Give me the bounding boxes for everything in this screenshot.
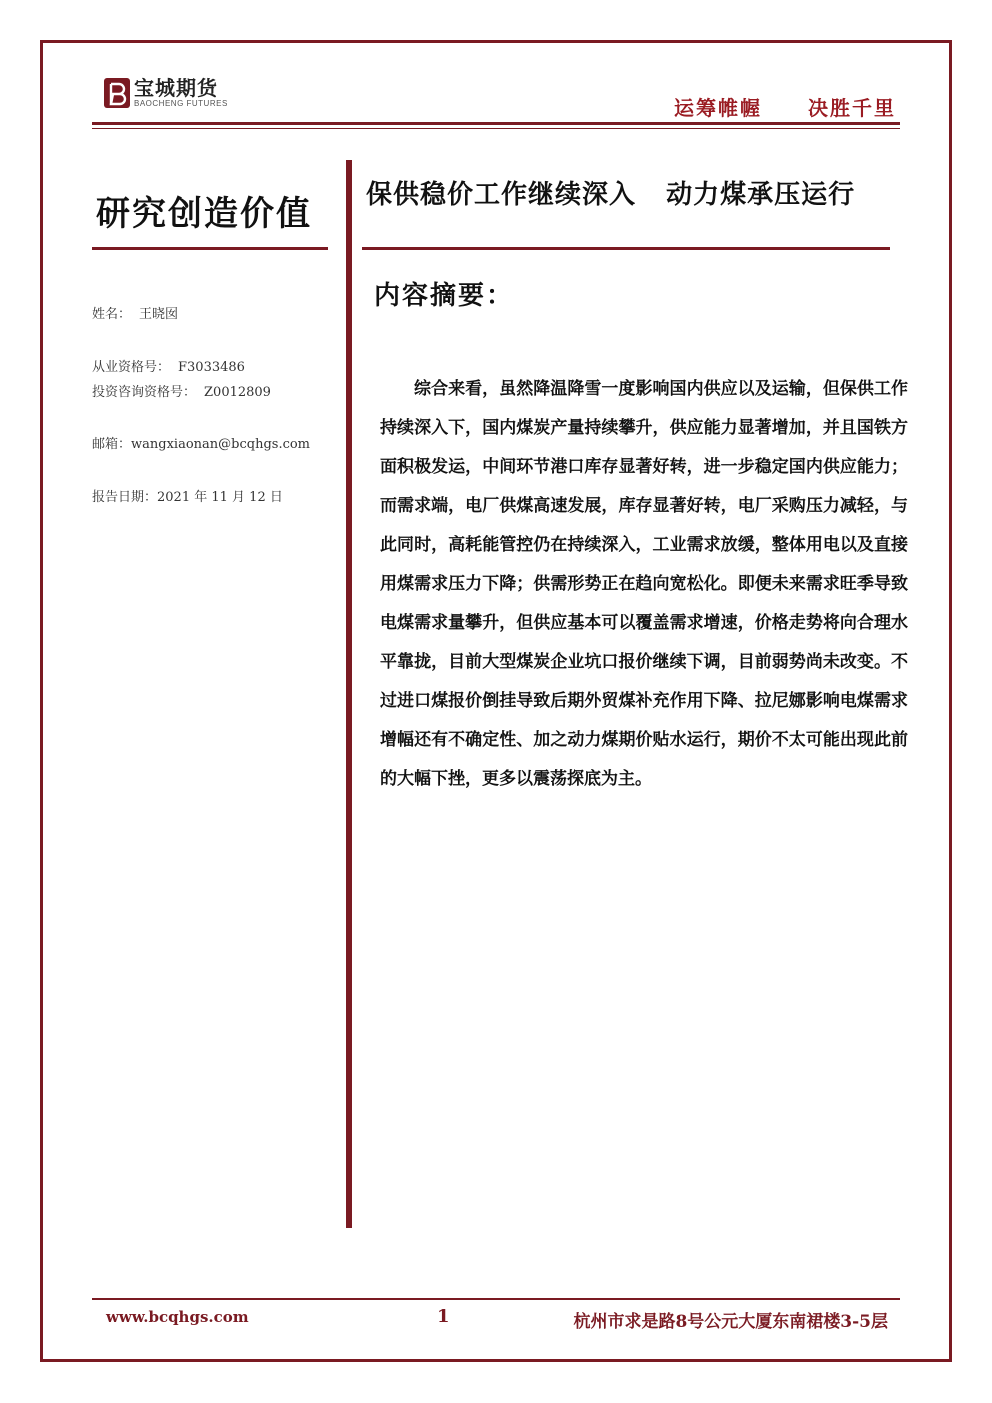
license-label: 从业资格号：: [92, 360, 171, 375]
report-title: 保供稳价工作继续深入 动力煤承压运行: [366, 180, 856, 210]
sidebar-title-rule: [92, 247, 328, 250]
report-title-rule: [362, 247, 890, 250]
author-email: [92, 433, 310, 452]
author-name-label: 姓名：: [92, 307, 132, 322]
report-date: [92, 486, 283, 505]
logo-chinese-name: 宝城期货: [134, 76, 218, 100]
column-divider: [346, 160, 352, 1228]
email-label: 邮箱：: [92, 437, 132, 452]
header-rule: [92, 122, 900, 125]
slogan: [674, 92, 896, 121]
date-value: 2021 年 11 月 12 日: [157, 490, 283, 505]
footer-rule: [92, 1298, 900, 1300]
consult-label: 投资咨询资格号：: [92, 385, 197, 400]
abstract-heading: 内容摘要：: [374, 281, 515, 311]
footer-website-link[interactable]: www.bcqhgs.com: [106, 1308, 249, 1326]
footer-address: 杭州市求是路8号公元大厦东南裙楼3-5层: [573, 1312, 888, 1332]
sidebar-title: 研究创造价值: [96, 194, 312, 234]
consult-value: Z0012809: [204, 385, 271, 400]
email-value[interactable]: wangxiaonan@bcqhgs.com: [131, 437, 311, 452]
author-name-value: 王晓囡: [139, 307, 179, 322]
logo-english-name: BAOCHENG FUTURES: [134, 99, 228, 108]
abstract-paragraph: 综合来看，虽然降温降雪一度影响国内供应以及运输，但保供工作持续深入下，国内煤炭产量持续攀升，供应能力显著增加，并且国铁方面积极发运，中间环节港口库存显著好转，进一步稳定国内供应能力；而需求端，电厂供煤高速发展，库存显著好转，电厂采购压力减轻，与此同时，高耗能管控仍在持续深入，工业需求放缓，整体用电以及直接用煤需求压力下降；供需形势正在趋向宽松化。即便未来需求旺季导致电煤需求量攀升，但供应基本可以覆盖需求增速，价格走势将向合理水平靠拢，目前大型煤炭企业坑口报价继续下调，目前弱势尚未改变。不过进口煤报价倒挂导致后期外贸煤补充作用下降、拉尼娜影响电煤需求增幅还有不确定性、加之动力煤期价贴水运行，期价不太可能出现此前的大幅下挫，更多以震荡探底为主。: [380, 379, 908, 789]
consult-license-number: [92, 381, 271, 400]
slogan-left: 运筹帷幄: [674, 96, 762, 120]
slogan-right: 决胜千里: [808, 96, 896, 120]
page-number: 1: [437, 1306, 450, 1327]
license-value: F3033486: [178, 360, 245, 375]
author-name: [92, 303, 178, 322]
company-logo: [104, 78, 228, 108]
header-rule-thin: [92, 128, 900, 129]
license-number: [92, 356, 245, 375]
logo-mark-icon: [104, 78, 130, 108]
date-label: 报告日期：: [92, 490, 158, 505]
